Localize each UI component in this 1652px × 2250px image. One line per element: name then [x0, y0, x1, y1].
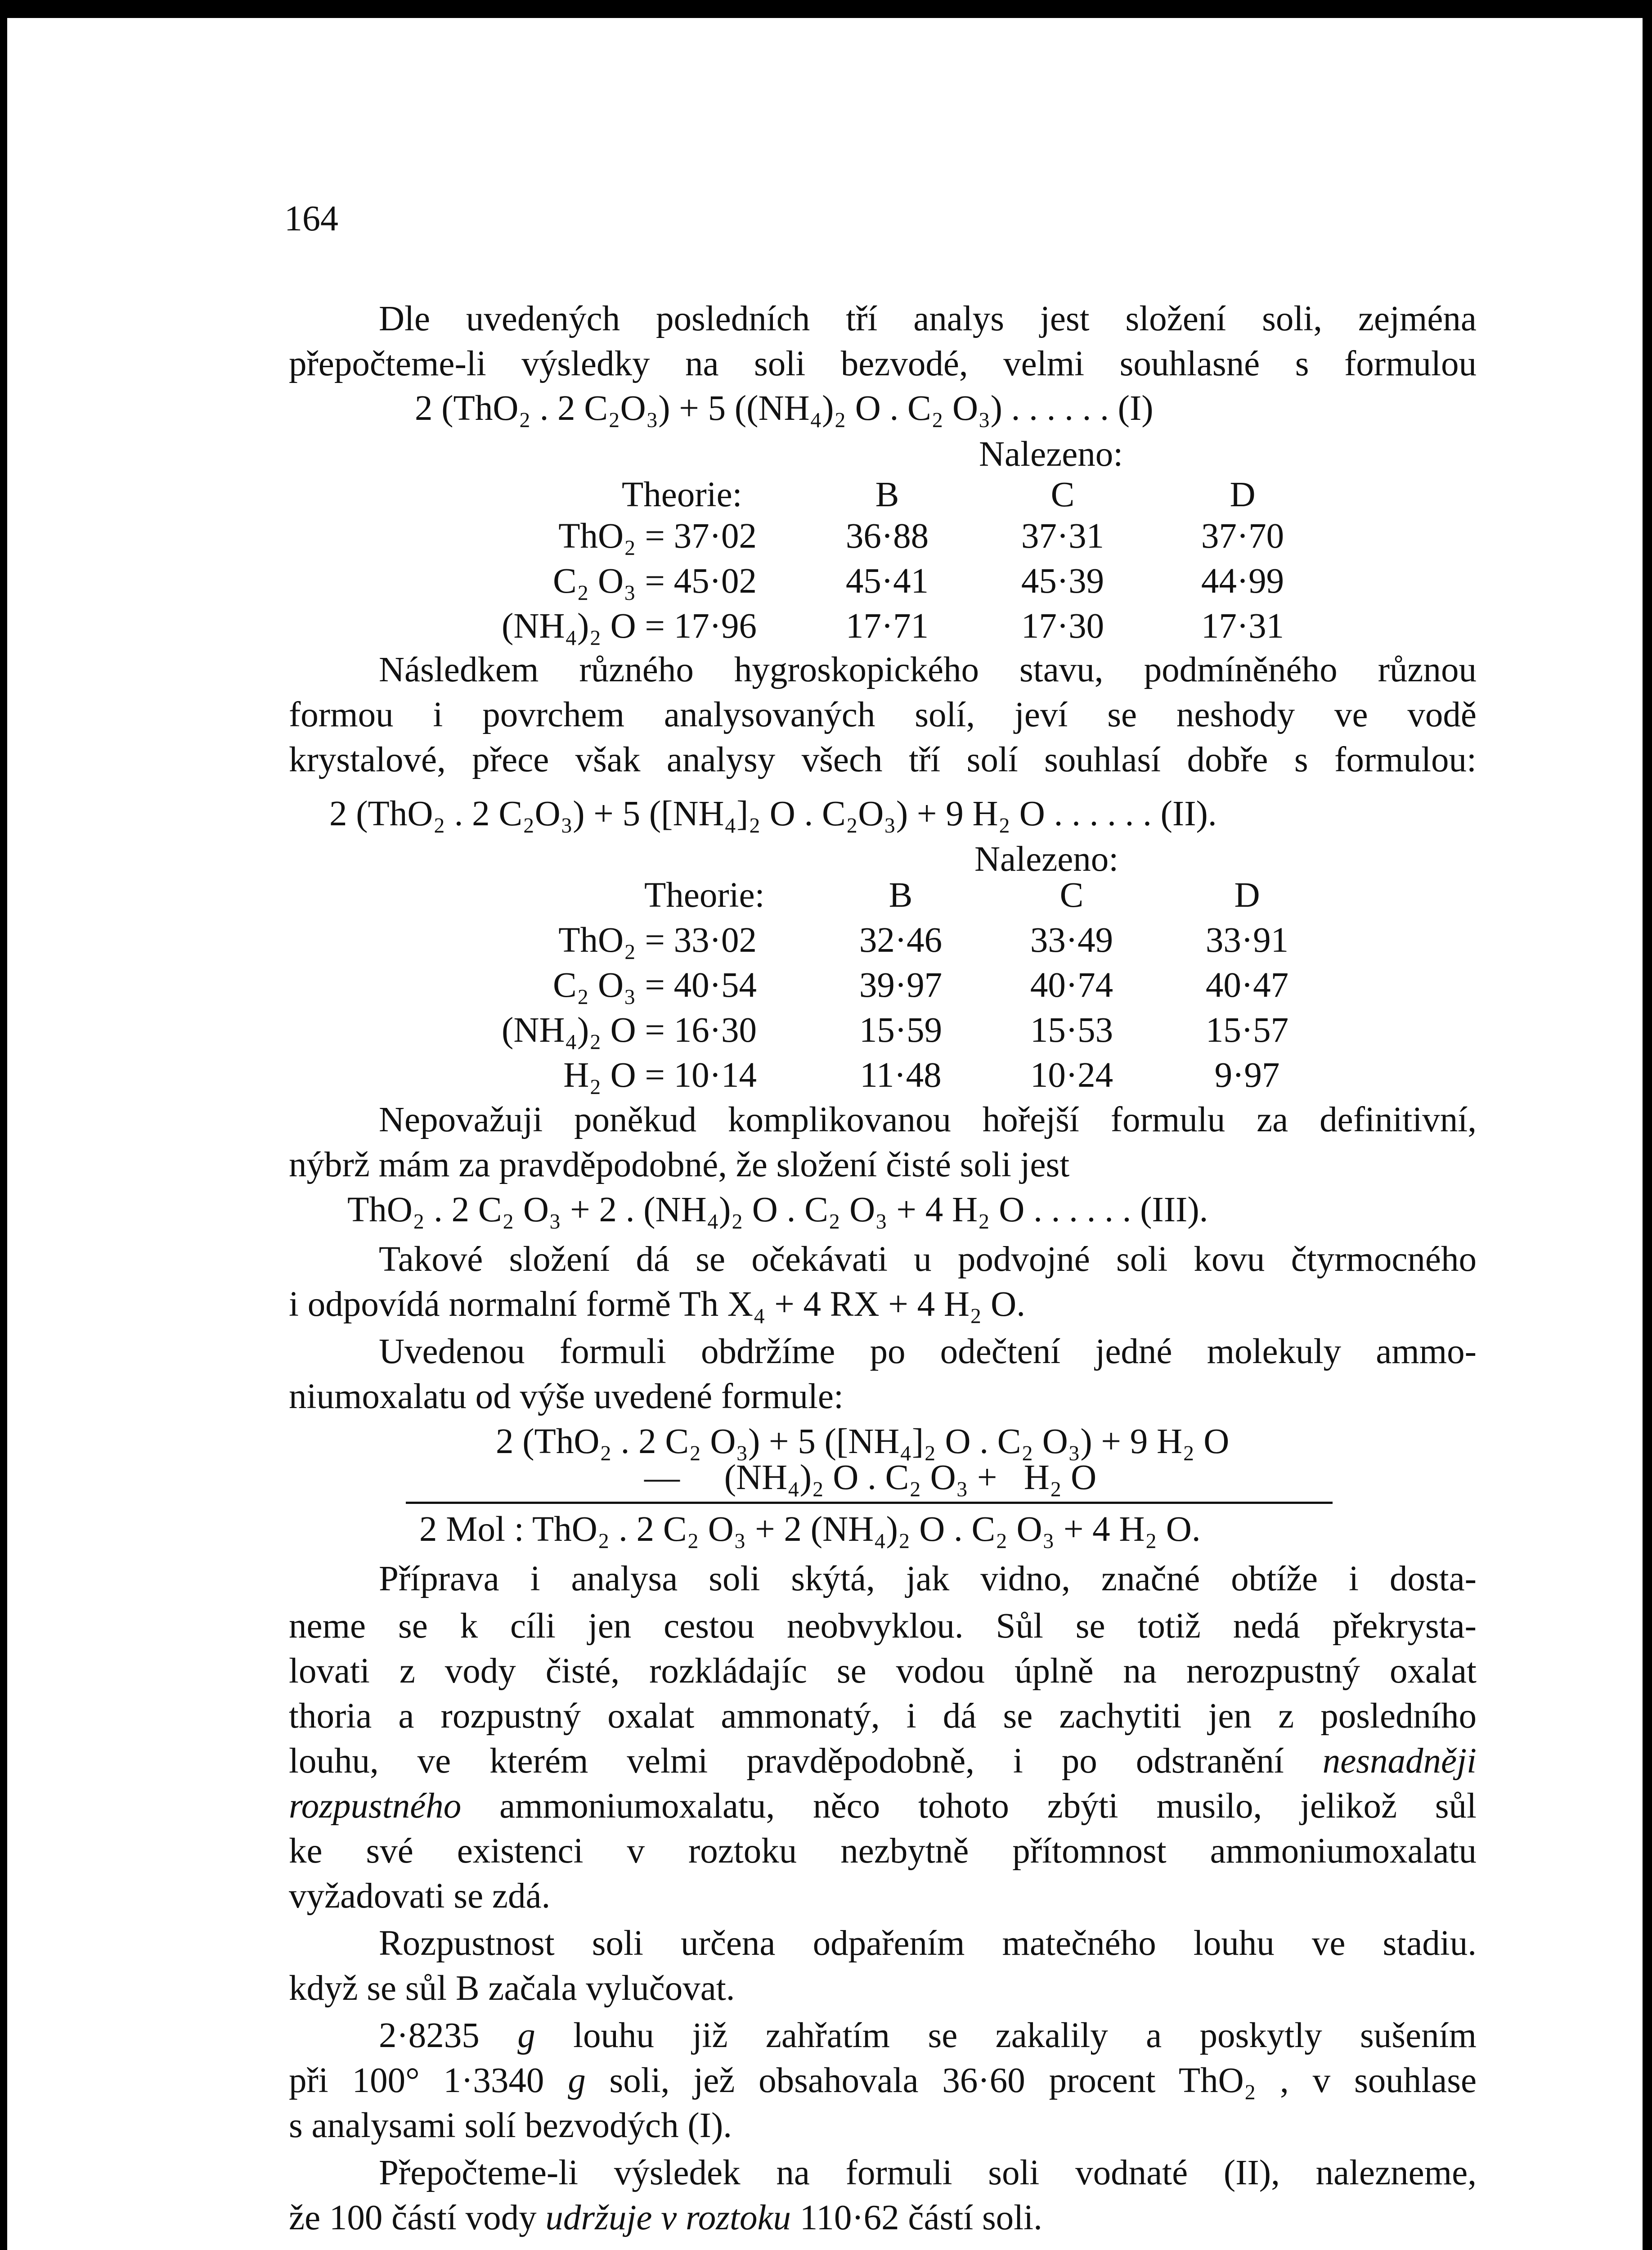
- document-page: [7, 18, 1643, 2250]
- table-2-header-theory: Theorie:: [644, 876, 765, 915]
- para-2-line-1: Následkem různého hygroskopického stavu, podmíněného různou: [379, 650, 1477, 689]
- para-6-line-1: Příprava i analysa soli skýtá, jak vidno, značné obtíže i dosta-: [379, 1559, 1477, 1598]
- para-5-line-1: Uvedenou formuli obdržíme po odečtení jedné molekuly ammo-: [379, 1332, 1477, 1371]
- table-1-row-2-b: 45·41: [845, 562, 929, 601]
- para-6-line-4: thoria a rozpustný oxalat ammonatý, i dá se zachytiti jen z posledního: [289, 1696, 1477, 1736]
- formula-3: ThO₂ . 2 C₂ O₃ + 2 . (NH₄)₂ O . C₂ O₃ + 4 H₂ O . . . . . . (III).: [347, 1190, 1208, 1229]
- para-5-line-2: niumoxalatu od výše uvedené formule:: [289, 1377, 844, 1416]
- para-9-line-2: [289, 2194, 1477, 2242]
- para-6-line-3: lovati z vody čisté, rozkládajíc se vodou úplně na nerozpustný oxalat: [289, 1652, 1477, 1691]
- para-8-line-1-unit: g: [517, 2016, 535, 2055]
- table-1-header-theory: Theorie:: [622, 475, 742, 514]
- para-7-line-1: Rozpustnost soli určena odpařením matečného louhu ve stadiu.: [379, 1924, 1477, 1963]
- table-1-row-3-label: (NH₄)₂ O = 17·96: [502, 607, 757, 646]
- para-8-line-1: [289, 2012, 1477, 2060]
- table-1-row-3-c: 17·30: [1021, 607, 1104, 646]
- para-8-line-2-text: soli, jež obsahovala 36·60 procent ThO₂ , v souhlase: [609, 2061, 1477, 2100]
- table-2-row-4-label: H₂ O = 10·14: [563, 1056, 757, 1095]
- table-1-row-1-d: 37·70: [1201, 517, 1284, 556]
- table-1-row-2-c: 45·39: [1021, 562, 1104, 601]
- table-2-row-4-d: 9·97: [1214, 1056, 1280, 1095]
- table-2-row-1-b: 32·46: [859, 921, 943, 960]
- table-2-header-d: D: [1234, 876, 1260, 915]
- table-2-row-3-label: (NH₄)₂ O = 16·30: [502, 1011, 757, 1050]
- table-1-row-2-d: 44·99: [1201, 562, 1284, 601]
- para-6-line-5-italic: nesnadněji: [1322, 1742, 1477, 1781]
- table-1-header-d: D: [1230, 475, 1256, 514]
- para-7-line-2: když se sůl B začala vylučovat.: [289, 1969, 735, 2008]
- para-2-line-2: formou i povrchem analysovaných solí, jeví se neshody ve vodě: [289, 695, 1477, 734]
- table-2-row-1-label: ThO₂ = 33·02: [558, 921, 757, 960]
- table-2-row-2-label: C₂ O₃ = 40·54: [553, 966, 757, 1005]
- table-2-row-3-d: 15·57: [1205, 1011, 1289, 1050]
- intro-line-2: přepočteme-li výsledky na soli bezvodé, velmi souhlasné s formulou: [289, 344, 1477, 383]
- para-9-line-2-text-a: že 100 částí vody: [289, 2198, 537, 2237]
- para-9-line-2-text-b: 110·62 částí soli.: [799, 2198, 1042, 2237]
- table-2-found-label: Nalezeno:: [974, 840, 1119, 879]
- para-8-line-2-unit: g: [568, 2061, 586, 2100]
- para-6-line-6-text: ammoniumoxalatu, něco tohoto zbýti musilo, jelikož sůl: [499, 1786, 1477, 1826]
- table-1-row-1-b: 36·88: [845, 517, 929, 556]
- para-9-line-2-italic: udržuje v roztoku: [545, 2198, 791, 2237]
- table-2-row-3-c: 15·53: [1030, 1011, 1113, 1050]
- formula-1: 2 (ThO₂ . 2 C₂O₃) + 5 ((NH₄)₂ O . C₂ O₃) . . . . . . (I): [415, 389, 1154, 428]
- para-8-line-3: s analysami solí bezvodých (I).: [289, 2106, 732, 2145]
- table-2-row-2-c: 40·74: [1030, 966, 1113, 1005]
- table-2-row-3-b: 15·59: [859, 1011, 943, 1050]
- para-6-line-5-text: louhu, ve kterém velmi pravděpodobně, i po odstranění: [289, 1742, 1284, 1781]
- para-8-line-1-number: 2·8235: [379, 2016, 480, 2055]
- para-3-line-2: nýbrž mám za pravděpodobné, že složení čisté soli jest: [289, 1145, 1070, 1184]
- table-2-row-2-d: 40·47: [1205, 966, 1289, 1005]
- subtraction-rule: [406, 1502, 1333, 1504]
- para-6-line-2: neme se k cíli jen cestou neobvyklou. Sůl se totiž nedá překrysta-: [289, 1606, 1477, 1646]
- para-4-line-2: i odpovídá normalní formě Th X₄ + 4 RX + 4 H₂ O.: [289, 1285, 1025, 1324]
- table-2-header-b: B: [889, 876, 913, 915]
- table-2-row-4-b: 11·48: [860, 1056, 942, 1095]
- para-6-line-6-italic: rozpustného: [289, 1786, 462, 1826]
- para-8-line-2-number: při 100° 1·3340: [289, 2061, 544, 2100]
- para-6-line-6: [289, 1782, 1477, 1831]
- para-8-line-1-text: louhu již zahřatím se zakalily a poskytly sušením: [573, 2016, 1477, 2055]
- formula-2: 2 (ThO₂ . 2 C₂O₃) + 5 ([NH₄]₂ O . C₂O₃) + 9 H₂ O . . . . . . (II).: [329, 794, 1217, 833]
- para-9-line-1: Přepočteme-li výsledek na formuli soli vodnaté (II), nalezneme,: [379, 2153, 1477, 2192]
- table-1-row-3-d: 17·31: [1201, 607, 1284, 646]
- page-number: 164: [284, 199, 338, 238]
- table-1-row-1-c: 37·31: [1021, 517, 1104, 556]
- para-6-line-7: ke své existenci v roztoku nezbytně přítomnost ammoniumoxalatu: [289, 1832, 1477, 1871]
- table-1-row-3-b: 17·71: [845, 607, 929, 646]
- table-2-row-1-c: 33·49: [1030, 921, 1113, 960]
- subtraction-result: 2 Mol : ThO₂ . 2 C₂ O₃ + 2 (NH₄)₂ O . C₂ O₃ + 4 H₂ O.: [419, 1510, 1201, 1549]
- table-2-row-4-c: 10·24: [1030, 1056, 1113, 1095]
- table-1-header-c: C: [1050, 475, 1075, 514]
- para-6-line-8: vyžadovati se zdá.: [289, 1876, 551, 1916]
- table-2-row-1-d: 33·91: [1205, 921, 1289, 960]
- table-1-found-label: Nalezeno:: [979, 435, 1123, 474]
- table-1-row-1-label: ThO₂ = 37·02: [558, 517, 757, 556]
- table-1-header-b: B: [875, 475, 899, 514]
- para-4-line-1: Takové složení dá se očekávati u podvojné soli kovu čtyrmocného: [379, 1240, 1477, 1279]
- para-3-line-1: Nepovažuji poněkud komplikovanou hořejší formulu za definitivní,: [379, 1100, 1477, 1139]
- table-2-header-c: C: [1059, 876, 1084, 915]
- table-2-row-2-b: 39·97: [859, 966, 943, 1005]
- subtraction-line-2: — (NH₄)₂ O . C₂ O₃ + H₂ O: [644, 1458, 1097, 1497]
- table-1-row-2-label: C₂ O₃ = 45·02: [553, 562, 757, 601]
- para-6-line-5: [289, 1737, 1477, 1786]
- para-8-line-2: [289, 2056, 1477, 2105]
- para-2-line-3: krystalové, přece však analysy všech tří solí souhlasí dobře s formulou:: [289, 740, 1477, 779]
- subtraction-line-1: 2 (ThO₂ . 2 C₂ O₃) + 5 ([NH₄]₂ O . C₂ O₃) + 9 H₂ O: [496, 1422, 1230, 1461]
- intro-line-1: Dle uvedených posledních tří analys jest složení soli, zejména: [379, 299, 1477, 338]
